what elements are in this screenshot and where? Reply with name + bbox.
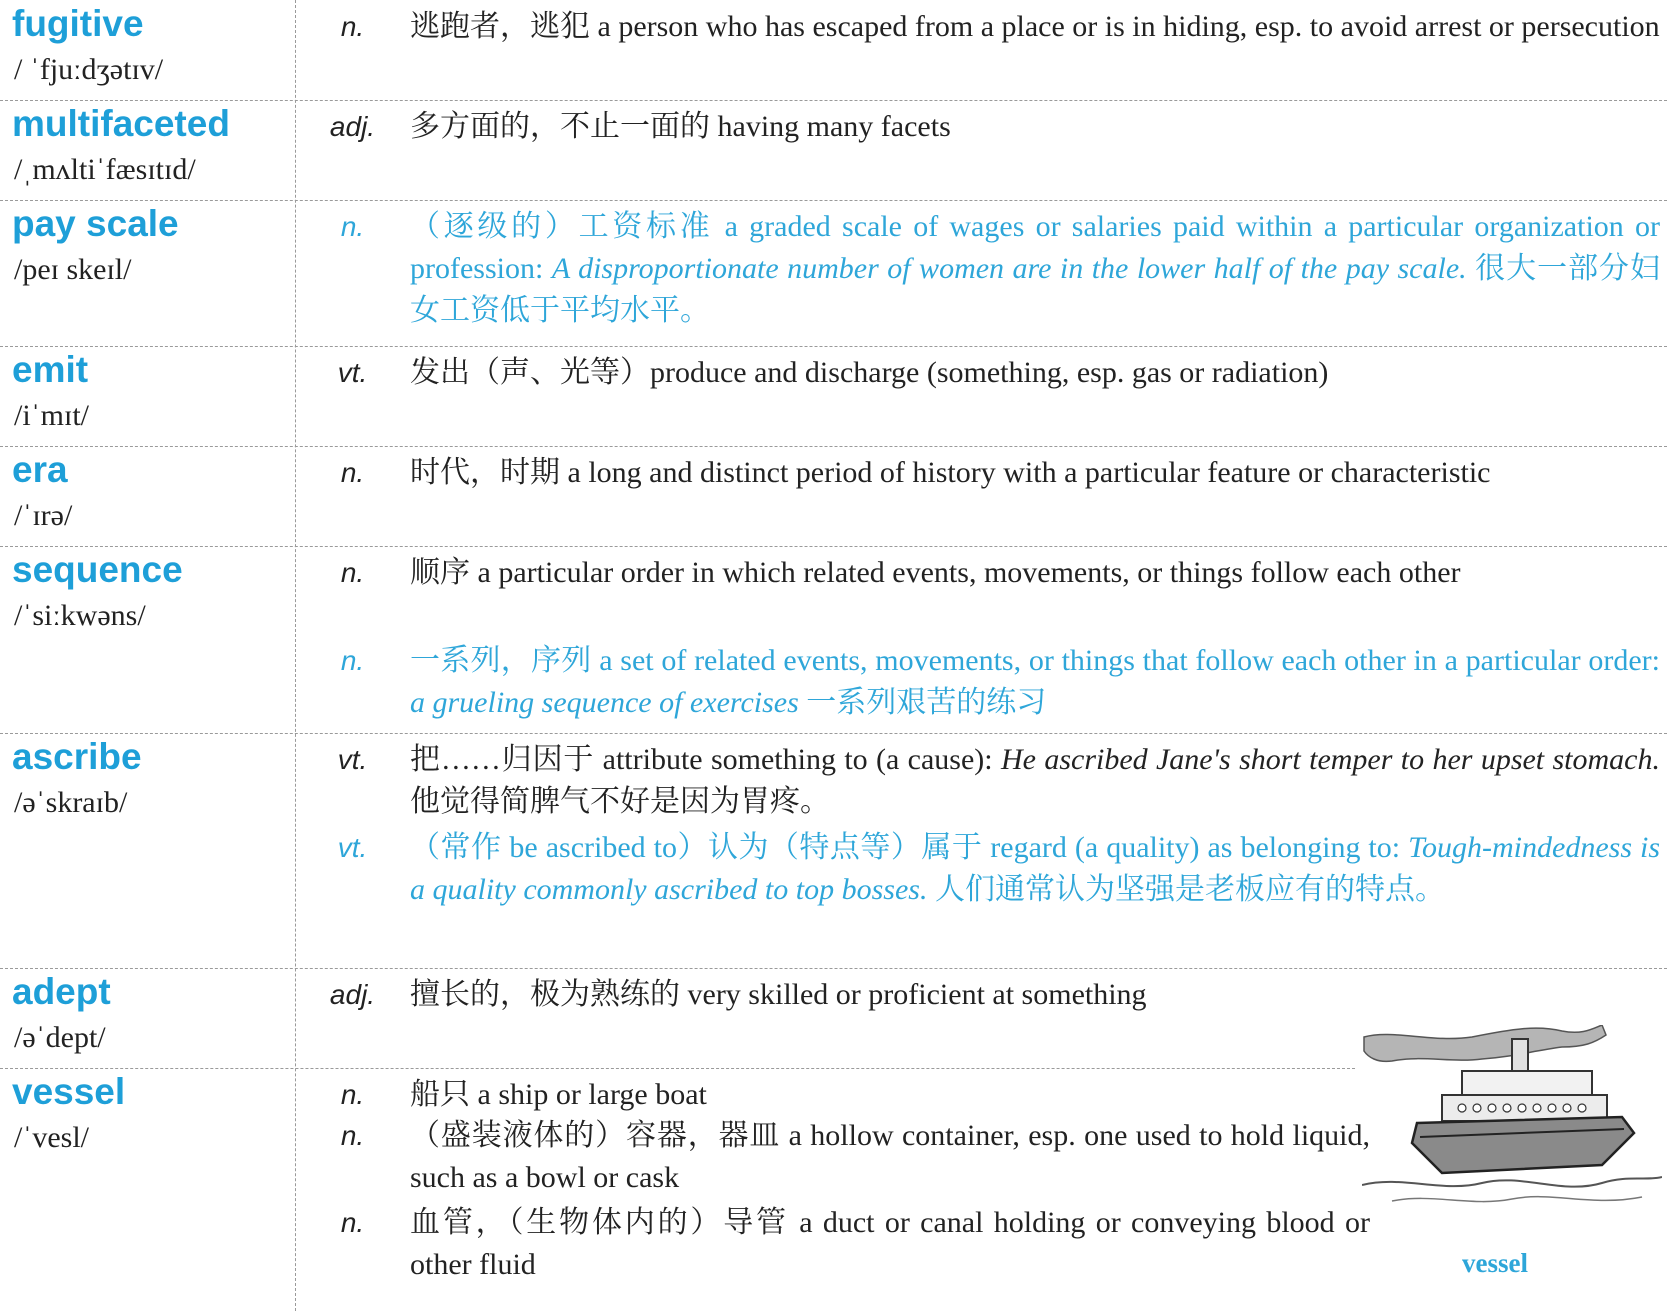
headword: adept [12,971,111,1012]
definition-block [410,1202,1370,1286]
part-of-speech: n. [340,557,365,588]
part-of-speech: n. [340,211,365,242]
phonetic: /əˈdept/ [14,1021,106,1054]
headword: sequence [12,549,183,590]
headword: multifaceted [12,103,230,144]
definition-block [410,739,1660,823]
definition: 多方面的，不止一面的 having many facets [410,110,951,143]
headword: ascribe [12,736,142,777]
phonetic: /ˈvesl/ [14,1121,89,1154]
part-of-speech: n. [340,1079,365,1110]
entry-divider [0,446,1667,447]
example-translation: 他觉得简脾气不好是因为胃疼。 [410,785,830,818]
definition-block [410,106,1660,148]
definition: 血管，（生物体内的）导管 a duct or canal holding or conveying blood or other fluid [410,1206,1370,1281]
phonetic: /əˈskraɪb/ [14,786,128,819]
definition-block [410,640,1660,724]
phonetic: /ˈsiːkwəns/ [14,599,146,632]
phonetic: /iˈmɪt/ [14,399,89,432]
definition-block [410,827,1660,911]
part-of-speech: vt. [337,744,368,775]
definition: 一系列，序列 a set of related events, movements, or things that follow each other in a particular order: [410,644,1660,677]
entry-divider [0,100,1667,101]
phonetic: /ˌmʌltiˈfæsɪtɪd/ [14,153,196,186]
definition: 逃跑者，逃犯 a person who has escaped from a place or is in hiding, esp. to avoid arrest or persecution [410,10,1660,43]
definition-block [410,974,1660,1016]
entry-divider [0,546,1667,547]
definition: 擅长的，极为熟练的 very skilled or proficient at something [410,978,1147,1011]
entry-divider [0,733,1667,734]
part-of-speech: adj. [329,979,376,1010]
definition: 把……归因于 attribute something to (a cause): [410,743,993,776]
headword: pay scale [12,203,179,244]
definition: （盛装液体的）容器，器皿 a hollow container, esp. one used to hold liquid, such as a bowl or cask [410,1119,1370,1194]
column-divider [295,0,296,1311]
definition: （常作 be ascribed to）认为（特点等）属于 regard (a quality) as belonging to: [410,831,1401,864]
example-translation: 人们通常认为坚强是老板应有的特点。 [934,873,1445,906]
phonetic: /ˈɪrə/ [14,499,73,532]
definition-block [410,1115,1370,1199]
definition-block [410,1074,1370,1116]
phonetic: /peɪ skeɪl/ [14,253,132,286]
entry-divider [0,346,1667,347]
part-of-speech: n. [340,11,365,42]
part-of-speech: vt. [337,832,368,863]
part-of-speech: n. [340,1120,365,1151]
part-of-speech: n. [340,645,365,676]
entry-divider [0,200,1667,201]
definition: （逐级的）工资标准 a graded scale of wages or salaries paid within a particular organization or profession: [410,210,1660,285]
example-sentence: He ascribed Jane's short temper to her upset stomach. [1000,743,1660,776]
example-sentence: A disproportionate number of women are in the lower half of the pay scale. [551,252,1467,285]
example-sentence: a grueling sequence of exercises [410,686,799,719]
definition-block [410,206,1660,332]
definition: 船只 a ship or large boat [410,1078,707,1111]
definition-block [410,552,1660,594]
steamship-icon [1362,1025,1662,1215]
part-of-speech: n. [340,1207,365,1238]
example-translation: 很大一部分妇女工资低于平均水平。 [410,252,1661,327]
part-of-speech: adj. [329,111,376,142]
example-sentence: Tough-mindedness is a quality commonly ascribed to top bosses. [410,831,1660,906]
definition: 顺序 a particular order in which related events, movements, or things follow each other [410,556,1461,589]
headword: emit [12,349,89,390]
definition-block [410,352,1660,394]
definition-block [410,6,1660,48]
definition: 时代，时期 a long and distinct period of history with a particular feature or characteristic [410,456,1491,489]
entry-divider [0,968,1667,969]
definition: 发出（声、光等）produce and discharge (something, esp. gas or radiation) [410,356,1329,389]
example-translation: 一系列艰苦的练习 [806,686,1047,719]
definition-block [410,452,1660,494]
headword: era [12,449,68,490]
headword: fugitive [12,3,144,44]
part-of-speech: n. [340,457,365,488]
entry-divider [0,1068,1355,1069]
part-of-speech: vt. [337,357,368,388]
illustration-caption: vessel [1462,1248,1528,1278]
headword: vessel [12,1071,126,1112]
phonetic: / ˈfjuːdʒətɪv/ [14,53,164,86]
